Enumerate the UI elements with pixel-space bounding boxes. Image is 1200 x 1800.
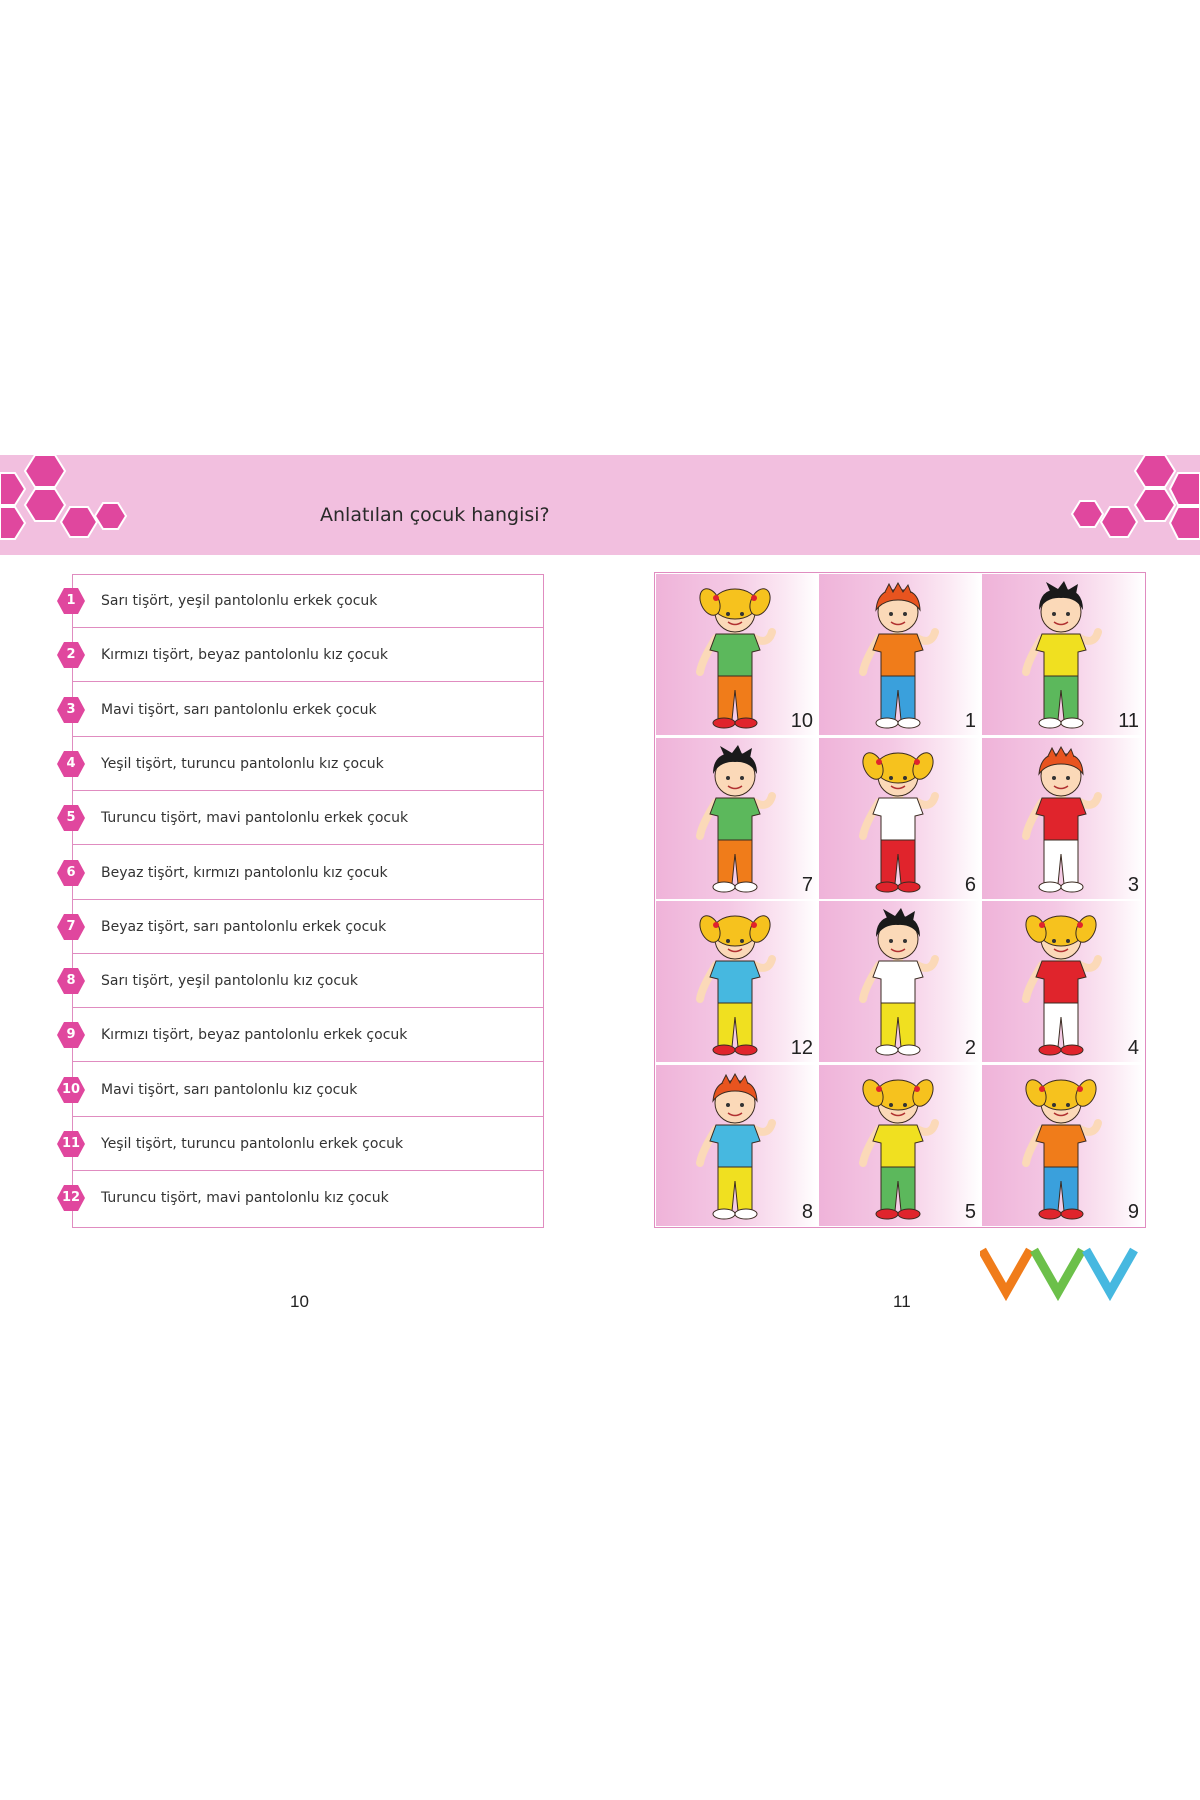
list-item: [73, 1009, 543, 1062]
picture-cell: [981, 737, 1144, 900]
children-picture-grid: [654, 572, 1146, 1228]
picture-number: 7: [801, 873, 813, 896]
picture-cell: [655, 900, 818, 1063]
description-text: Yeşil tişört, turuncu pantolonlu erkek çocuk: [101, 1136, 404, 1152]
description-text: Turuncu tişört, mavi pantolonlu erkek çocuk: [101, 810, 409, 827]
description-text: Kırmızı tişört, beyaz pantolonlu erkek çocuk: [101, 1027, 408, 1044]
picture-number: 3: [1127, 873, 1139, 896]
child-figure-icon: [843, 907, 958, 1062]
list-item: [73, 1172, 543, 1225]
number-label: 8: [66, 973, 76, 989]
list-item: [73, 738, 543, 791]
picture-number: 11: [1118, 710, 1139, 732]
number-label: 2: [66, 647, 76, 663]
number-label: 1: [66, 593, 76, 608]
list-item: [73, 901, 543, 954]
number-label: 12: [61, 1190, 81, 1206]
picture-number: 9: [1127, 1200, 1139, 1223]
child-figure-icon: [1006, 580, 1121, 735]
number-label: 11: [61, 1136, 81, 1151]
hexagon-decoration-left: [0, 455, 140, 555]
description-list: [72, 574, 544, 1228]
number-badge: [56, 803, 86, 833]
child-figure-icon: [1006, 907, 1121, 1062]
list-item: [73, 575, 543, 628]
right-page-number: 11: [893, 1292, 911, 1311]
description-text: Mavi tişört, sarı pantolonlu kız çocuk: [101, 1081, 358, 1098]
number-label: 6: [66, 864, 76, 880]
number-label: 5: [66, 810, 76, 826]
description-text: Beyaz tişört, sarı pantolonlu erkek çocuk: [101, 918, 387, 935]
number-badge: [56, 1075, 86, 1105]
number-badge: [56, 858, 86, 888]
number-badge: [56, 912, 86, 942]
picture-number: 1: [964, 710, 976, 732]
number-label: 7: [66, 918, 76, 934]
number-badge: [56, 640, 86, 670]
child-figure-icon: [1006, 1071, 1121, 1226]
publisher-logo: [980, 1242, 1145, 1302]
child-figure-icon: [680, 744, 795, 899]
picture-cell: [655, 573, 818, 736]
number-badge: [56, 966, 86, 996]
number-label: 4: [66, 755, 76, 771]
picture-number: 12: [790, 1037, 813, 1059]
picture-cell: [981, 900, 1144, 1063]
description-text: Yeşil tişört, turuncu pantolonlu kız çocuk: [101, 755, 384, 772]
list-item: [73, 684, 543, 737]
number-label: 3: [66, 701, 76, 717]
description-text: Kırmızı tişört, beyaz pantolonlu kız çocuk: [101, 647, 389, 664]
picture-cell: [655, 737, 818, 900]
picture-cell: [655, 1064, 818, 1227]
child-figure-icon: [680, 580, 795, 735]
number-badge: [56, 695, 86, 725]
picture-number: 10: [790, 710, 813, 732]
list-item: [73, 1064, 543, 1117]
list-item: [73, 1118, 543, 1171]
list-item: [73, 629, 543, 682]
picture-cell: [981, 1064, 1144, 1227]
child-figure-icon: [843, 1071, 958, 1226]
description-text: Sarı tişört, yeşil pantolonlu erkek çocuk: [101, 593, 378, 609]
description-text: Sarı tişört, yeşil pantolonlu kız çocuk: [101, 973, 359, 990]
title-banner: [0, 455, 1200, 555]
child-figure-icon: [680, 907, 795, 1062]
list-item: [73, 955, 543, 1008]
left-page-number: 10: [290, 1292, 309, 1311]
picture-number: 2: [964, 1037, 976, 1059]
number-label: 9: [66, 1027, 76, 1043]
picture-cell: [818, 1064, 981, 1227]
child-figure-icon: [843, 744, 958, 899]
number-badge: [56, 1183, 86, 1213]
picture-cell: [818, 573, 981, 736]
number-badge: [56, 749, 86, 779]
picture-cell: [818, 900, 981, 1063]
child-figure-icon: [680, 1071, 795, 1226]
picture-number: 5: [964, 1200, 976, 1223]
list-item: [73, 792, 543, 845]
number-badge: [56, 1020, 86, 1050]
picture-number: 8: [801, 1200, 813, 1223]
picture-cell: [818, 737, 981, 900]
number-badge: [56, 1129, 86, 1159]
number-label: 10: [61, 1081, 81, 1097]
child-figure-icon: [843, 580, 958, 735]
description-text: Mavi tişört, sarı pantolonlu erkek çocuk: [101, 701, 377, 718]
hexagon-decoration-right: [1060, 455, 1200, 555]
page-title: Anlatılan çocuk hangisi?: [320, 504, 550, 526]
number-badge: [56, 586, 86, 616]
list-item: [73, 847, 543, 900]
description-text: Turuncu tişört, mavi pantolonlu kız çocuk: [101, 1190, 389, 1207]
picture-cell: [981, 573, 1144, 736]
picture-number: 6: [964, 873, 976, 896]
child-figure-icon: [1006, 744, 1121, 899]
picture-number: 4: [1127, 1037, 1139, 1059]
description-text: Beyaz tişört, kırmızı pantolonlu kız çocuk: [101, 864, 388, 881]
